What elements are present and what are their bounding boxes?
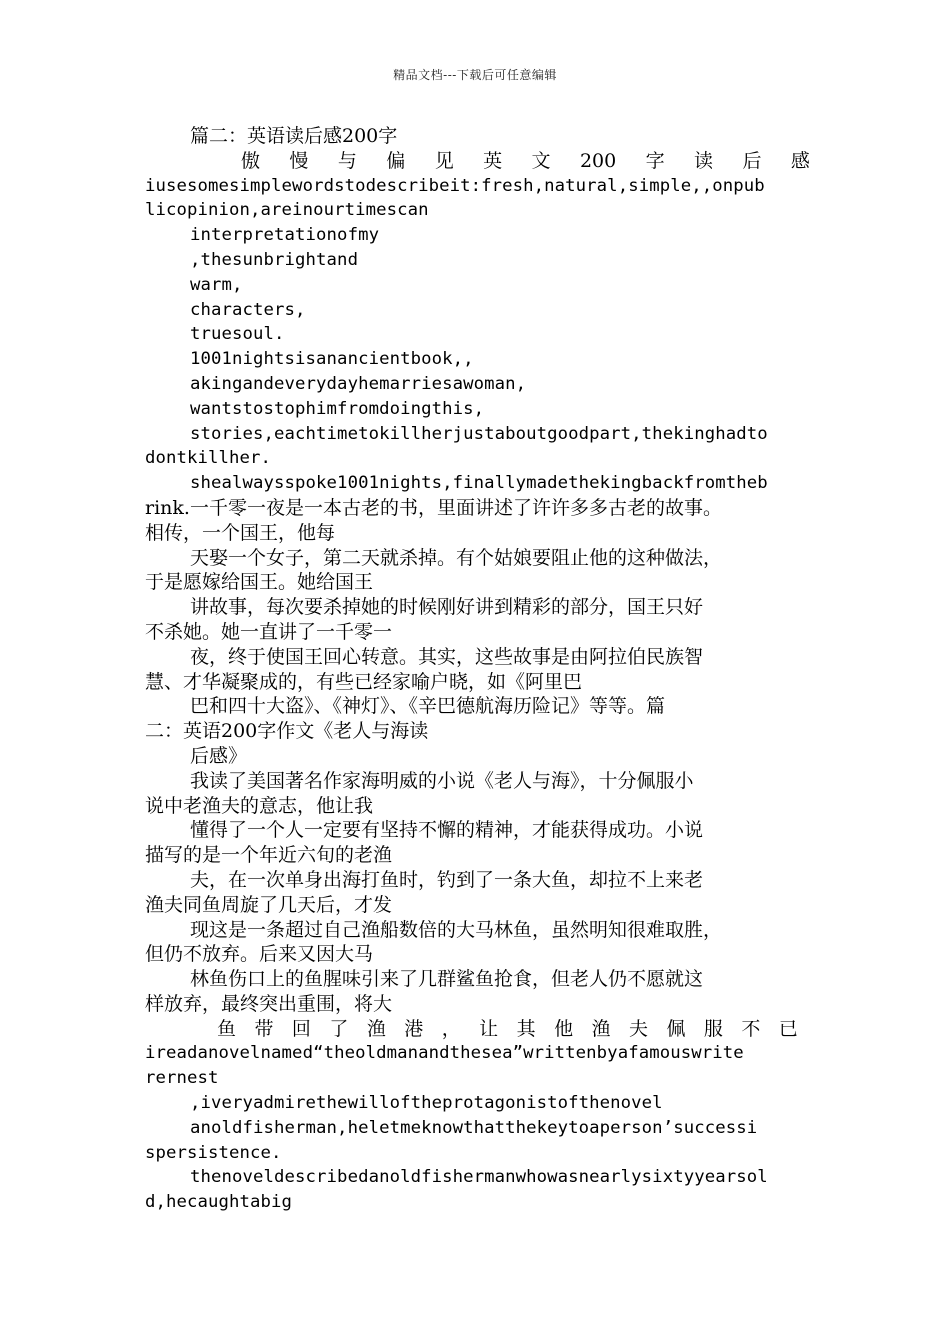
heading-char: 200 bbox=[579, 149, 617, 172]
text-line: 样放弃，最终突出重围，将大 bbox=[145, 992, 393, 1015]
heading-char: 带 bbox=[254, 1017, 274, 1040]
text-line: 渔夫同鱼周旋了几天后，才发 bbox=[145, 893, 393, 916]
text-block-b bbox=[145, 1041, 810, 1215]
document-body bbox=[145, 124, 810, 1215]
text-line: interpretationofmy bbox=[190, 225, 380, 246]
text-block-a bbox=[145, 174, 810, 1017]
text-line: truesoul. bbox=[190, 324, 285, 345]
heading-char: 慢 bbox=[289, 149, 309, 172]
text-line: wantstostophimfromdoingthis, bbox=[190, 398, 485, 419]
text-line: ,thesunbrightand bbox=[190, 249, 359, 270]
text-line: 我读了美国著名作家海明威的小说《老人与海》，十分佩服小 bbox=[190, 769, 694, 792]
text-line: iusesomesimplewordstodescribeit:fresh,natural,simple,,onpub bbox=[145, 175, 765, 196]
text-line: 夜，终于使国王回心转意。其实，这些故事是由阿拉伯民族智 bbox=[190, 645, 704, 668]
text-line: 描写的是一个年近六旬的老渔 bbox=[145, 844, 393, 867]
text-line: akingandeverydayhemarriesawoman, bbox=[190, 373, 527, 394]
heading-char: 他 bbox=[554, 1017, 574, 1040]
text-line: warm, bbox=[190, 274, 243, 295]
heading-char: 佩 bbox=[666, 1017, 686, 1040]
text-line: ireadanovelnamed“theoldmanandthesea”writtenbyafamouswrite bbox=[145, 1043, 744, 1064]
heading-char: 偏 bbox=[386, 149, 406, 172]
text-line: 相传，一个国王，他每 bbox=[145, 521, 336, 544]
heading-char: 鱼 bbox=[217, 1017, 237, 1040]
text-line: 但仍不放弃。后来又因大马 bbox=[145, 943, 374, 966]
heading-char: 与 bbox=[337, 149, 357, 172]
text-line: 于是愿嫁给国王。她给国王 bbox=[145, 571, 374, 594]
text-line: d,hecaughtabig bbox=[145, 1192, 293, 1213]
heading-char: 服 bbox=[703, 1017, 723, 1040]
text-line: 讲故事，每次要杀掉她的时候刚好讲到精彩的部分，国王只好 bbox=[190, 596, 704, 619]
text-line: dontkillher. bbox=[145, 448, 272, 469]
heading-char: 渔 bbox=[591, 1017, 611, 1040]
text-line: stories,eachtimetokillherjustaboutgoodpart,thekinghadto bbox=[190, 423, 768, 444]
text-line: 二：英语200字作文《老人与海读 bbox=[145, 720, 429, 743]
heading-char: 了 bbox=[329, 1017, 349, 1040]
heading-char: 英 bbox=[483, 149, 503, 172]
heading-char: 傲 bbox=[241, 149, 261, 172]
heading-char: 见 bbox=[434, 149, 454, 172]
text-line: shealwaysspoke1001nights,finallymadethekingbackfromtheb bbox=[190, 473, 768, 494]
spread-heading-2 bbox=[145, 1017, 810, 1042]
heading-char: 读 bbox=[694, 149, 714, 172]
text-line: rink.一千零一夜是一本古老的书，里面讲述了许许多多古老的故事。 bbox=[145, 496, 722, 519]
text-line: spersistence. bbox=[145, 1142, 282, 1163]
text-line: rernest bbox=[145, 1068, 219, 1089]
text-line: 1001nightsisanancientbook,, bbox=[190, 349, 474, 370]
heading-char: 其 bbox=[516, 1017, 536, 1040]
heading-char: 回 bbox=[291, 1017, 311, 1040]
text-line: anoldfisherman,heletmeknowthatthekeytoaperson’successi bbox=[190, 1117, 758, 1138]
text-line: thenoveldescribedanoldfishermanwhowasnearlysixtyyearsol bbox=[190, 1167, 768, 1188]
text-line: 天娶一个女子，第二天就杀掉。有个姑娘要阻止他的这种做法， bbox=[190, 546, 723, 569]
text-line: 巴和四十大盗》、《神灯》、《辛巴德航海历险记》等等。篇 bbox=[190, 695, 666, 718]
heading-char: 渔 bbox=[366, 1017, 386, 1040]
text-line: 慧、才华凝聚成的，有些已经家喻户晓，如《阿里巴 bbox=[145, 670, 583, 693]
text-line: 后感》 bbox=[190, 744, 248, 767]
heading-char: 字 bbox=[645, 149, 665, 172]
text-line: licopinion,areinourtimescan bbox=[145, 200, 429, 221]
text-line: 夫，在一次单身出海打鱼时，钓到了一条大鱼，却拉不上来老 bbox=[190, 868, 704, 891]
text-line: 林鱼伤口上的鱼腥味引来了几群鲨鱼抢食，但老人仍不愿就这 bbox=[190, 968, 704, 991]
heading-char: 已 bbox=[778, 1017, 798, 1040]
text-line: 懂得了一个人一定要有坚持不懈的精神，才能获得成功。小说 bbox=[190, 819, 704, 842]
heading-char: 让 bbox=[479, 1017, 499, 1040]
heading-char: 夫 bbox=[628, 1017, 648, 1040]
heading-char: 感 bbox=[790, 149, 810, 172]
spread-heading-1 bbox=[145, 149, 810, 174]
text-line: characters, bbox=[190, 299, 306, 320]
text-line: ,iveryadmirethewilloftheprotagonistofthenovel bbox=[190, 1093, 663, 1114]
text-line: 不杀她。她一直讲了一千零一 bbox=[145, 620, 393, 643]
text-line: 说中老渔夫的意志，他让我 bbox=[145, 794, 374, 817]
heading-char: 港 bbox=[404, 1017, 424, 1040]
section-title: 篇二：英语读后感200字 bbox=[190, 125, 398, 147]
page-header: 精品文档---下载后可任意编辑 bbox=[393, 68, 557, 82]
heading-char: 文 bbox=[531, 149, 551, 172]
text-line: 现这是一条超过自己渔船数倍的大马林鱼，虽然明知很难取胜， bbox=[190, 918, 723, 941]
heading-char: ， bbox=[441, 1017, 461, 1040]
heading-char: 不 bbox=[741, 1017, 761, 1040]
heading-char: 后 bbox=[742, 149, 762, 172]
